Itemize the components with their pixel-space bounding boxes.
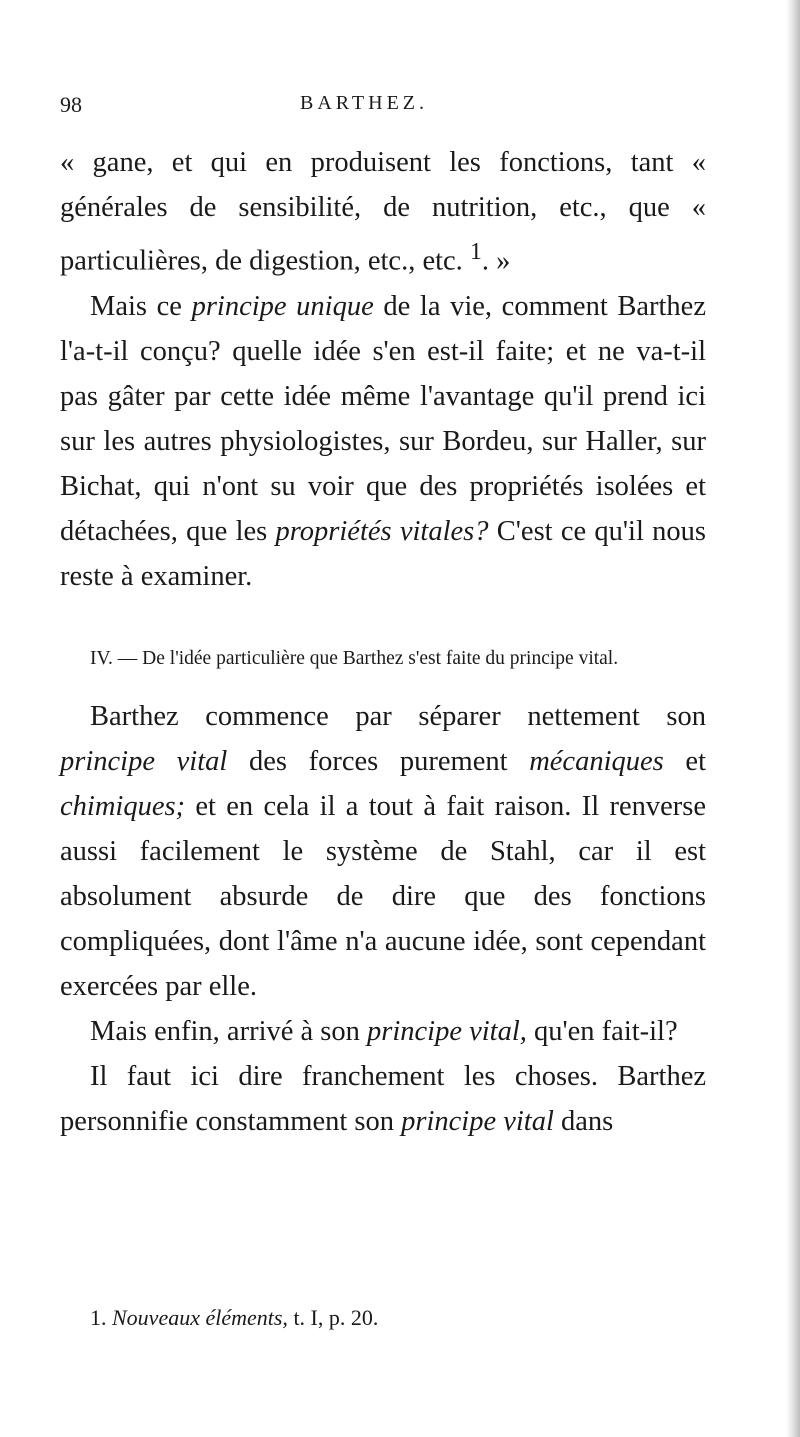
paragraph-question: Mais ce principe unique de la vie, comment Barthez l'a-t-il conçu? quelle idée s'en est-il faite; et ne va-t-il pas gâter par cette idée même l'avantage qu'il prend ici sur les autres physiologistes, sur Bordeu, sur Haller, sur Bichat, qui n'ont su voir que des propriétés isolées et détachées, que les propriétés vitales? C'est ce qu'il nous reste à examiner.: [60, 290, 706, 592]
footnote: 1. Nouveaux éléments, t. I, p. 20.: [90, 1305, 379, 1330]
body-text-top: [60, 140, 706, 599]
page-edge-shadow: [786, 0, 800, 1437]
page-number: 98: [60, 92, 82, 117]
body-text-bottom: [60, 694, 706, 1144]
section-heading: IV. — De l'idée particulière que Barthez s'est faite du principe vital.: [90, 648, 619, 669]
paragraph-mais-enfin: Mais enfin, arrivé à son principe vital, qu'en fait-il?: [90, 1016, 678, 1047]
footnote-ref: 1: [469, 239, 482, 265]
paragraph-barthez-commence: Barthez commence par séparer nettement son principe vital des forces purement mécaniques et chimiques; et en cela il a tout à fait raison. Il renverse aussi facilement le système de Stahl, car il est absolument absurde de dire que des fonctions compliquées, dont l'âme n'a aucune idée, sont cependant exercées par elle.: [60, 701, 706, 1002]
paragraph-il-faut: Il faut ici dire franchement les choses. Barthez personnifie constamment son principe vital dans: [60, 1061, 706, 1137]
paragraph-quote: « gane, et qui en produisent les fonctions, tant « générales de sensibilité, de nutrition, etc., que « particulières, de digestion, etc., etc. $^1$. »: [60, 147, 706, 277]
running-head: BARTHEZ.: [300, 92, 429, 114]
page-header: [60, 92, 660, 122]
